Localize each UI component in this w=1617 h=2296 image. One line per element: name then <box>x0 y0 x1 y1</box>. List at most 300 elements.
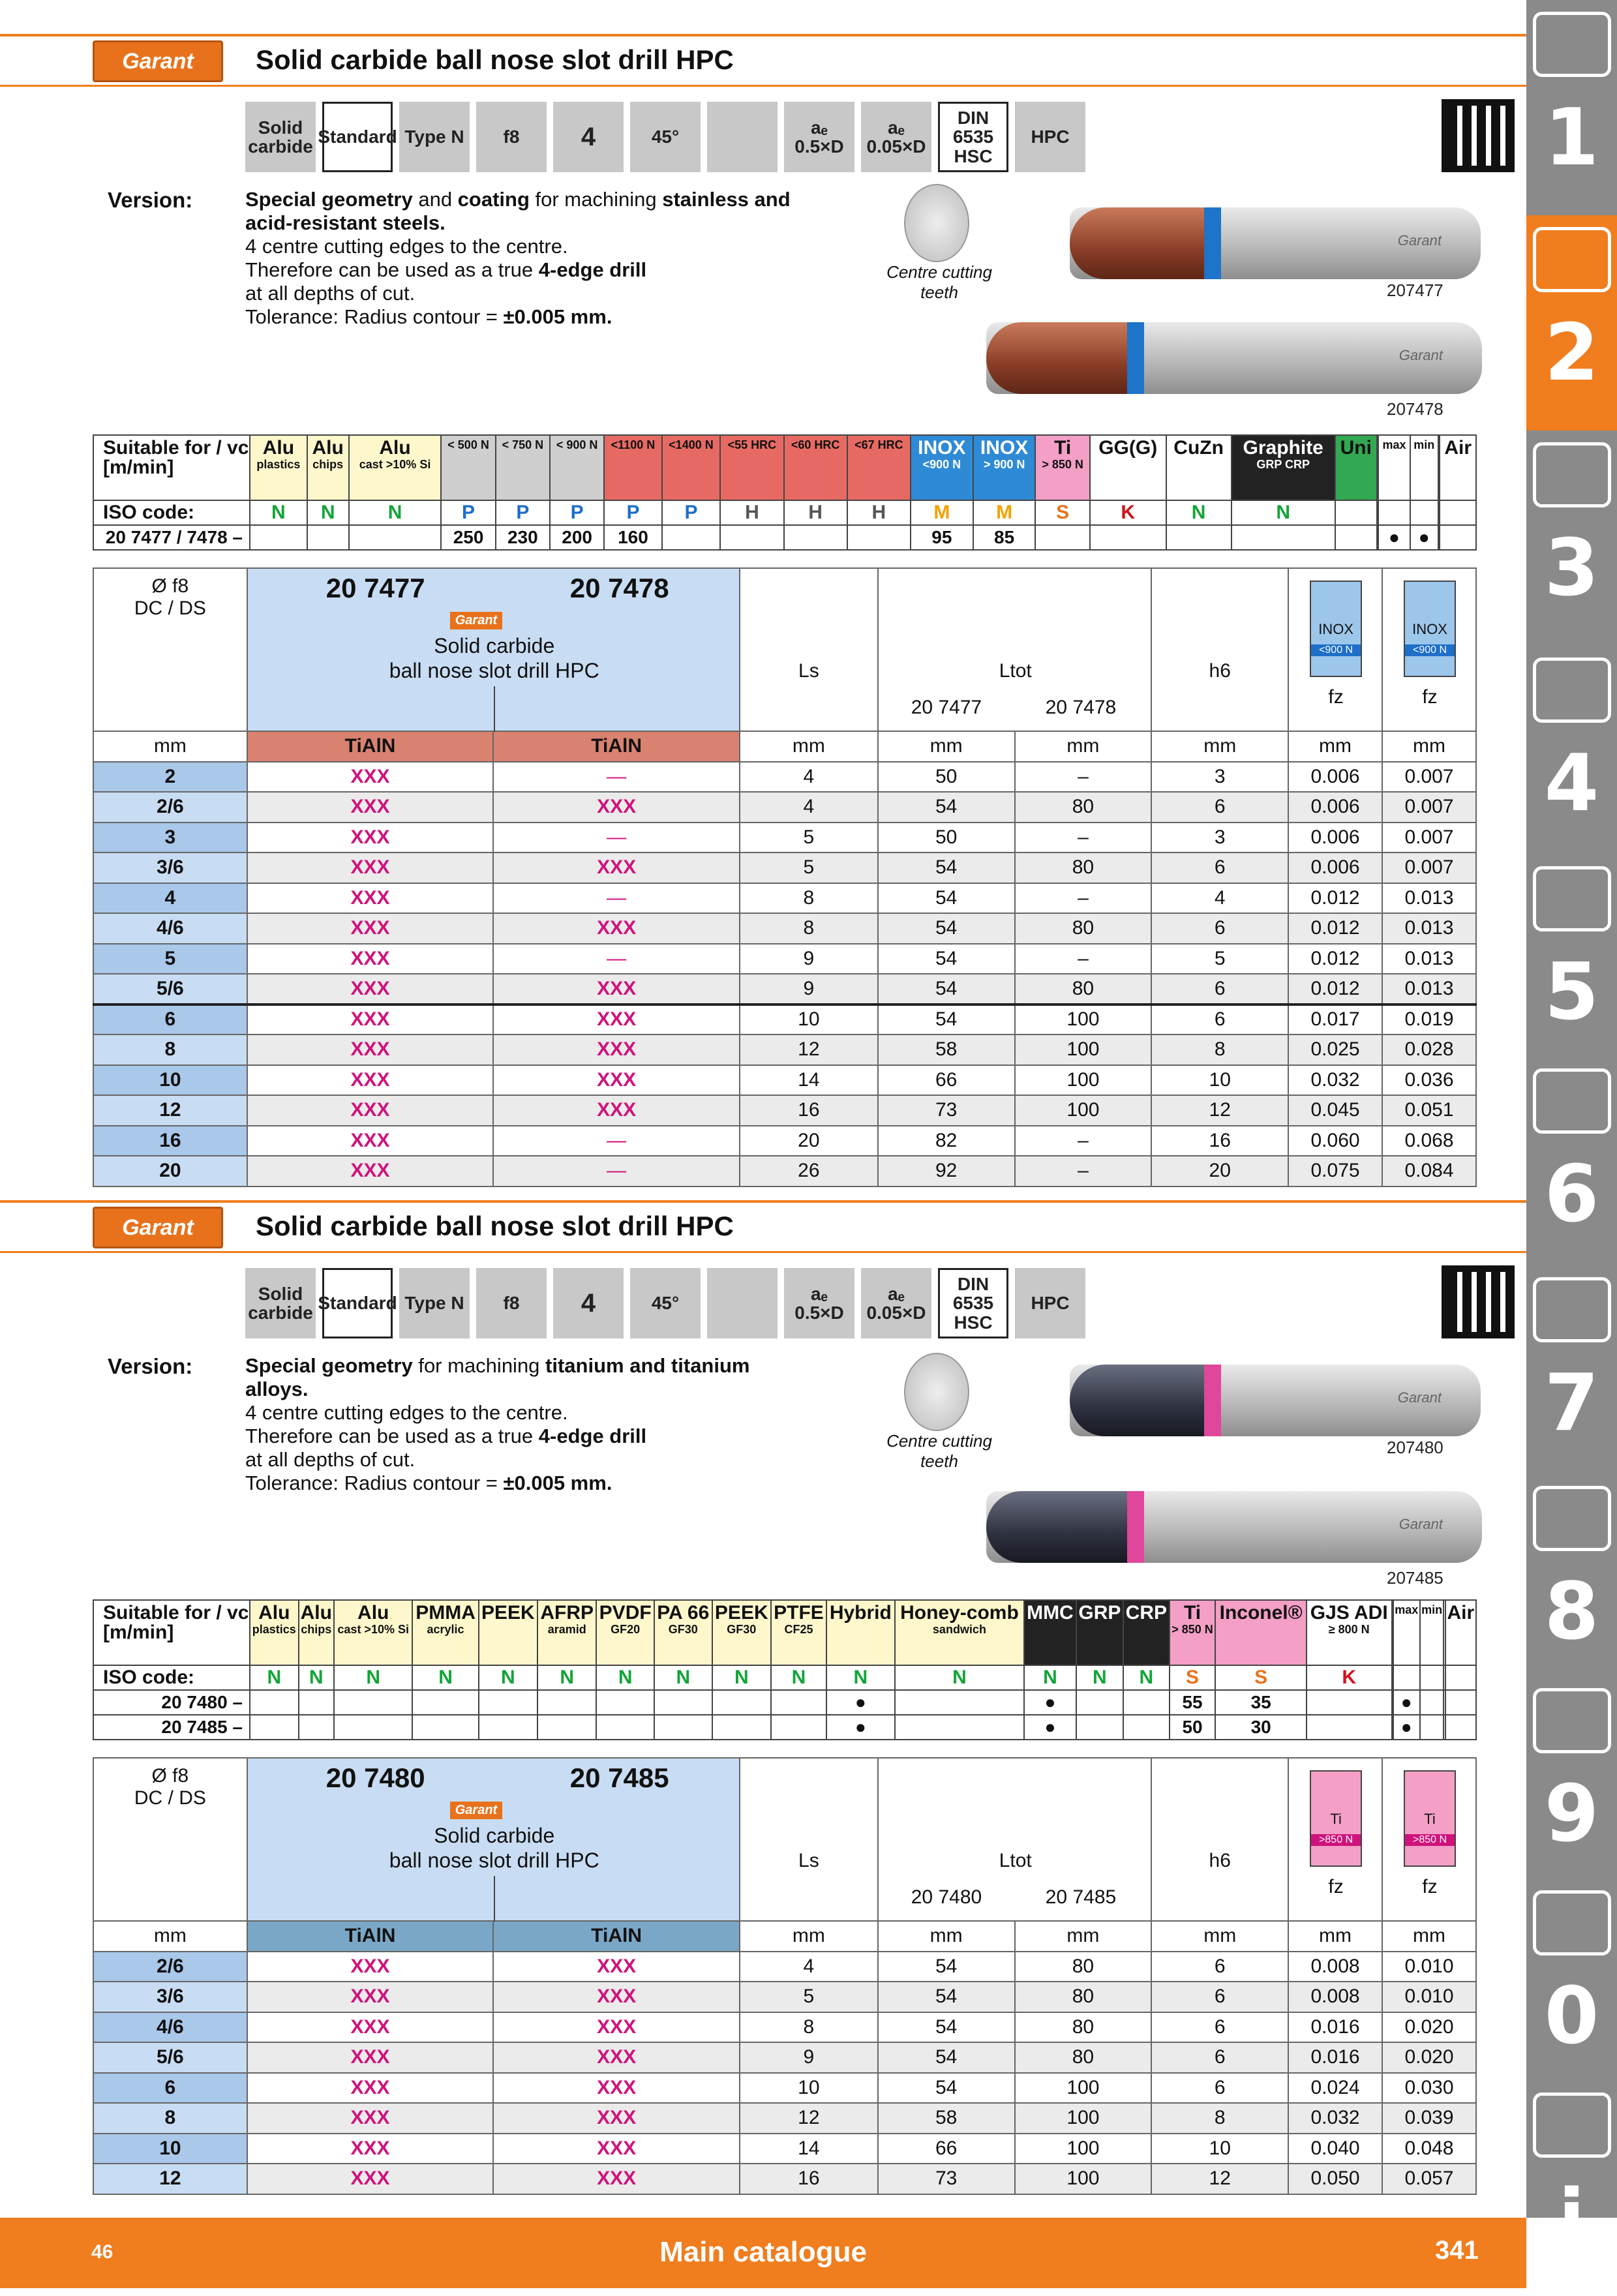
chapter-tab-7[interactable] <box>1526 1265 1617 1481</box>
material-spec: < 750 N <box>502 438 544 451</box>
value-cell: 4 <box>740 762 878 793</box>
material-column-header <box>307 435 349 500</box>
diameter-cell: 12 <box>93 2164 247 2194</box>
value-cell: 6 <box>1151 974 1288 1004</box>
availability-cell: — <box>493 762 740 793</box>
material-name: Alu <box>357 1602 389 1624</box>
material-name: CuZn <box>1173 437 1224 459</box>
ltot-sub-1: 20 7480 <box>911 1886 982 1908</box>
chuck-icon <box>1533 442 1611 507</box>
material-column-header <box>1024 1600 1076 1665</box>
ls-header: Ls <box>740 568 878 731</box>
badge-spec: <900 N <box>1311 644 1361 656</box>
info-icon <box>1533 2092 1611 2158</box>
cutting-speed: 160 <box>604 525 661 550</box>
article-number-2: 20 7478 <box>569 573 669 603</box>
availability-cell: XXX <box>493 1004 740 1035</box>
material-column-header <box>1440 435 1476 500</box>
diameter-cell: 16 <box>93 1126 247 1156</box>
value-cell: 100 <box>1015 2164 1152 2194</box>
iso-code: N <box>654 1665 712 1690</box>
version-label: Version: <box>108 1354 193 1378</box>
iso-code-row <box>93 500 1476 525</box>
diameter-header <box>93 1758 247 1921</box>
iso-code: N <box>349 500 442 525</box>
material-column-header <box>596 1600 654 1665</box>
value-cell: 16 <box>1151 1126 1288 1156</box>
version-line: 4 centre cutting edges to the centre. <box>245 1401 568 1424</box>
chapter-tab-i[interactable] <box>1526 2081 1617 2296</box>
value-cell: 0.007 <box>1382 762 1476 793</box>
iso-code: N <box>307 500 349 525</box>
diameter-label: Ø f8 <box>151 575 189 597</box>
value-cell: 0.013 <box>1382 974 1476 1004</box>
material-column-header <box>550 435 604 500</box>
availability-cell: XXX <box>493 2012 740 2043</box>
cutting-speed: 250 <box>441 525 495 550</box>
material-column-header <box>720 435 783 500</box>
centre-cutting-label: Centre cutting teeth <box>886 262 992 302</box>
unit-label: mm <box>878 1921 1015 1952</box>
fz-label: fz <box>1328 686 1344 708</box>
material-name: Hybrid <box>829 1602 892 1624</box>
value-cell: 73 <box>878 1095 1015 1126</box>
value-cell: 20 <box>1151 1156 1288 1186</box>
value-cell: 0.016 <box>1288 2042 1382 2073</box>
tool-brand-mark: Garant <box>1398 347 1443 363</box>
material-column-header <box>895 1600 1024 1665</box>
iso-code: N <box>712 1665 771 1690</box>
diameter-cell: 5/6 <box>93 974 247 1004</box>
value-cell: 10 <box>1151 1065 1288 1096</box>
value-cell: 12 <box>740 1035 878 1065</box>
availability-cell: XXX <box>247 883 494 914</box>
iso-code: N <box>826 1665 895 1690</box>
dimension-table <box>93 567 1477 1187</box>
unit-label: mm <box>740 731 878 762</box>
cutting-speed: ● <box>1024 1690 1076 1715</box>
badge-spec: <900 N <box>1405 644 1455 656</box>
drill-icon <box>1533 12 1611 77</box>
cutting-speed <box>299 1690 334 1715</box>
availability-cell: XXX <box>493 2073 740 2104</box>
cutting-speed: 30 <box>1215 1715 1306 1740</box>
cutting-speed <box>771 1690 826 1715</box>
garant-logo-small: Garant <box>450 1802 502 1819</box>
version-text <box>245 188 806 329</box>
material-column-header <box>712 1600 771 1665</box>
diameter-cell: 6 <box>93 1004 247 1035</box>
property-icon: Standard <box>322 1268 393 1338</box>
version-line: at all depths of cut. <box>245 1448 416 1471</box>
feed-header <box>1382 1758 1476 1921</box>
table-row <box>93 1126 1476 1156</box>
material-column-header <box>1215 1600 1306 1665</box>
material-name: INOX <box>980 437 1029 459</box>
value-cell: 3 <box>1151 823 1288 853</box>
cutting-speed <box>1445 1715 1476 1740</box>
value-cell: 0.012 <box>1288 883 1382 914</box>
value-cell: 0.036 <box>1382 1065 1476 1096</box>
value-cell: 0.007 <box>1382 853 1476 883</box>
availability-cell: XXX <box>247 2073 494 2104</box>
value-cell: 0.032 <box>1288 2103 1382 2134</box>
chapter-tab-1[interactable] <box>1526 0 1617 215</box>
availability-cell: XXX <box>493 2042 740 2073</box>
availability-cell: XXX <box>493 1952 740 1982</box>
cutting-speed <box>596 1690 654 1715</box>
suitability-table <box>93 1599 1477 1740</box>
version-line: Tolerance: Radius contour = ±0.005 mm. <box>245 1472 612 1494</box>
cutting-speed <box>299 1715 334 1740</box>
diameter-cell: 5/6 <box>93 2042 247 2073</box>
table-row <box>93 1156 1476 1186</box>
chapter-tab-0[interactable] <box>1526 1879 1617 2094</box>
cutting-speed: 55 <box>1170 1690 1216 1715</box>
value-cell: 5 <box>740 823 878 853</box>
material-name: Honey-comb <box>900 1602 1019 1624</box>
material-spec: ≥ 800 N <box>1328 1623 1370 1636</box>
property-icon: Type N <box>399 102 470 172</box>
value-cell: 8 <box>740 2012 878 2043</box>
value-cell: 4 <box>740 792 878 823</box>
iso-code: N <box>596 1665 654 1690</box>
article-code: 207485 <box>1387 1568 1443 1588</box>
material-spec: max <box>1382 438 1406 451</box>
value-cell: 0.020 <box>1382 2042 1476 2073</box>
unit-label: mm <box>1382 1921 1476 1952</box>
value-cell: 80 <box>1015 974 1152 1004</box>
cutting-speed <box>250 1690 299 1715</box>
version-line: Therefore can be used as a true 4-edge drill <box>245 1425 647 1447</box>
value-cell: 100 <box>1015 2073 1152 2104</box>
property-icon: aₑ 0.5×D <box>784 1268 854 1338</box>
material-spec: < 500 N <box>447 438 489 451</box>
value-cell: 54 <box>878 1004 1015 1035</box>
centre-cutting-teeth-icon <box>904 184 969 262</box>
unit-label: mm <box>1382 731 1476 762</box>
material-name: CRP <box>1125 1602 1168 1624</box>
availability-cell: XXX <box>493 1095 740 1126</box>
cutting-speed <box>479 1715 537 1740</box>
coating-label: TiAlN <box>493 731 740 762</box>
cutting-speed <box>1232 525 1335 550</box>
property-icon: HPC <box>1015 102 1085 172</box>
value-cell: 0.016 <box>1288 2012 1382 2043</box>
chapter-number: 5 <box>1544 947 1599 1038</box>
material-column-header <box>1090 435 1166 500</box>
iso-code: N <box>334 1665 413 1690</box>
garant-logo: Garant <box>93 1207 223 1248</box>
diameter-cell: 8 <box>93 1035 247 1065</box>
material-name: Uni <box>1340 437 1372 459</box>
fz-label: fz <box>1422 1876 1438 1897</box>
garant-logo-small: Garant <box>450 612 502 629</box>
value-cell: 3 <box>1151 762 1288 793</box>
speed-row <box>93 1690 1476 1715</box>
value-cell: 80 <box>1015 792 1152 823</box>
article-number-1: 20 7477 <box>325 573 425 603</box>
material-column-header <box>1170 1600 1216 1665</box>
table-row <box>93 913 1476 944</box>
material-name: PTFE <box>774 1602 824 1624</box>
iso-code: S <box>1215 1665 1306 1690</box>
property-icon: Solid carbide <box>245 1268 316 1338</box>
value-cell: 100 <box>1015 1065 1152 1096</box>
availability-cell: XXX <box>247 2012 494 2043</box>
article-number-1: 20 7480 <box>325 1762 425 1793</box>
suitability-table <box>93 434 1477 551</box>
iso-code: N <box>250 1665 299 1690</box>
article-code: 207480 <box>1387 1438 1443 1457</box>
material-name: Alu <box>258 1602 290 1624</box>
article-header <box>247 1758 740 1921</box>
material-column-header <box>826 1600 895 1665</box>
cutting-speed <box>720 525 783 550</box>
value-cell: 6 <box>1151 853 1288 883</box>
value-cell: 80 <box>1015 2012 1152 2043</box>
table-row <box>93 2042 1476 2073</box>
iso-code <box>1378 500 1410 525</box>
wrench-icon <box>1533 1068 1611 1134</box>
cutting-speed <box>1076 1690 1123 1715</box>
material-column-header <box>1035 435 1089 500</box>
table-row <box>93 2073 1476 2104</box>
property-icon-row <box>245 102 1085 172</box>
value-cell: 80 <box>1015 913 1152 944</box>
cutting-speed <box>654 1690 712 1715</box>
insert-icon <box>1533 227 1611 292</box>
cutting-speed <box>596 1715 654 1740</box>
value-cell: 9 <box>740 944 878 974</box>
property-icon: 4 <box>553 1268 624 1338</box>
column-divider <box>494 1876 495 1922</box>
version-line: 4 centre cutting edges to the centre. <box>245 235 568 258</box>
material-column-header <box>1410 435 1438 500</box>
availability-cell: XXX <box>247 2134 494 2164</box>
cutting-speed: 85 <box>973 525 1036 550</box>
material-badge <box>1310 581 1362 677</box>
unit-label: mm <box>1288 731 1382 762</box>
material-spec: <1400 N <box>669 438 714 451</box>
value-cell: 54 <box>878 883 1015 914</box>
value-cell: 82 <box>878 1126 1015 1156</box>
iso-code: P <box>662 500 721 525</box>
value-cell: 0.084 <box>1382 1156 1476 1186</box>
feed-header <box>1382 568 1476 731</box>
table-row <box>93 1004 1476 1035</box>
material-column-header <box>1166 435 1232 500</box>
coating-label: TiAlN <box>247 1921 494 1952</box>
material-name: Graphite <box>1243 437 1323 459</box>
property-icon: f8 <box>476 102 547 172</box>
material-spec: <900 N <box>922 458 961 471</box>
material-spec: GF30 <box>727 1623 757 1636</box>
value-cell: 80 <box>1015 1952 1152 1982</box>
chapter-number: i <box>1558 2173 1586 2264</box>
availability-cell: XXX <box>247 2164 494 2194</box>
material-name: Air <box>1444 437 1472 459</box>
material-spec: <60 HRC <box>791 438 840 451</box>
diameter-cell: 2 <box>93 762 247 793</box>
diameter-cell: 10 <box>93 1065 247 1096</box>
material-name: Alu <box>312 437 344 459</box>
chapter-tab-4[interactable] <box>1526 646 1617 861</box>
table-row <box>93 2134 1476 2164</box>
value-cell: 0.030 <box>1382 2073 1476 2104</box>
material-spec: max <box>1395 1603 1419 1616</box>
value-cell: 92 <box>878 1156 1015 1186</box>
material-name: GRP <box>1078 1602 1121 1624</box>
dimension-table <box>93 1757 1477 2195</box>
cutting-speed <box>537 1690 596 1715</box>
chapter-tab-2[interactable] <box>1526 215 1617 430</box>
material-column-header <box>1445 1600 1476 1665</box>
value-cell: 0.010 <box>1382 1982 1476 2012</box>
chapter-tab-9[interactable] <box>1526 1676 1617 1892</box>
material-column-header <box>1123 1600 1170 1665</box>
fz-label: fz <box>1328 1876 1344 1897</box>
diameter-cell: 4 <box>93 883 247 914</box>
diameter-cell: 6 <box>93 2073 247 2104</box>
chapter-tab-3[interactable] <box>1526 430 1617 646</box>
availability-cell: XXX <box>247 823 494 853</box>
section-title: Solid carbide ball nose slot drill HPC <box>256 1211 734 1241</box>
value-cell: 8 <box>740 913 878 944</box>
material-column-header <box>496 435 550 500</box>
diameter-cell: 8 <box>93 2103 247 2134</box>
qr-code <box>1442 99 1515 172</box>
material-spec: GF30 <box>668 1623 698 1636</box>
product-description-2: ball nose slot drill HPC <box>389 1849 599 1872</box>
cutting-speed: ● <box>1393 1690 1420 1715</box>
saw-icon <box>1533 866 1611 931</box>
material-column-header <box>654 1600 712 1665</box>
value-cell: 0.006 <box>1288 762 1382 793</box>
property-icon: aₑ 0.5×D <box>784 102 854 172</box>
version-text <box>245 1354 806 1495</box>
value-cell: 54 <box>878 974 1015 1004</box>
ls-header: Ls <box>740 1758 878 1921</box>
value-cell: 0.019 <box>1382 1004 1476 1035</box>
cutting-speed <box>1445 1690 1476 1715</box>
badge-spec: >850 N <box>1405 1834 1455 1846</box>
value-cell: 0.008 <box>1288 1952 1382 1982</box>
unit-label: mm <box>1151 731 1288 762</box>
iso-code: N <box>1076 1665 1123 1690</box>
speed-row-label: 20 7480 – <box>93 1690 250 1715</box>
material-spec: <67 HRC <box>854 438 903 451</box>
value-cell: 100 <box>1015 2134 1152 2164</box>
unit-label: mm <box>1015 731 1152 762</box>
chapter-tab-8[interactable] <box>1526 1474 1617 1689</box>
coating-label: TiAlN <box>493 1921 740 1952</box>
dimension-header-row <box>93 1758 1476 1921</box>
availability-cell: XXX <box>493 1065 740 1096</box>
section-title-rule <box>0 1251 1526 1253</box>
chapter-tab-6[interactable] <box>1526 1057 1617 1272</box>
material-name: Ti <box>1054 437 1072 459</box>
value-cell: 4 <box>740 1952 878 1982</box>
product-description-1: Solid carbide <box>434 1824 555 1847</box>
material-spec: plastics <box>252 1623 296 1636</box>
value-cell: 80 <box>1015 853 1152 883</box>
cutting-speed: ● <box>1024 1715 1076 1740</box>
chapter-number: 7 <box>1544 1358 1599 1449</box>
value-cell: 58 <box>878 1035 1015 1065</box>
material-column-header <box>1393 1600 1420 1665</box>
material-name: Air <box>1447 1602 1475 1624</box>
property-icon: DIN 6535 HSC <box>938 1268 1008 1338</box>
availability-cell: XXX <box>493 853 740 883</box>
badge-spec: >850 N <box>1311 1834 1361 1846</box>
diameter-cell: 12 <box>93 1095 247 1126</box>
chapter-tab-5[interactable] <box>1526 854 1617 1070</box>
cutting-speed <box>349 525 442 550</box>
tool-brand-mark: Garant <box>1398 1516 1443 1532</box>
diameter-cell: 5 <box>93 944 247 974</box>
value-cell: 54 <box>878 944 1015 974</box>
value-cell: 6 <box>1151 792 1288 823</box>
ltot-label: Ltot <box>999 1850 1032 1871</box>
availability-cell: XXX <box>247 1982 494 2012</box>
value-cell: 0.075 <box>1288 1156 1382 1186</box>
property-icon: HPC <box>1015 1268 1085 1338</box>
unit-label: mm <box>1015 1921 1152 1952</box>
chapter-number: 9 <box>1544 1769 1599 1860</box>
iso-code <box>1440 500 1476 525</box>
workbench-icon <box>1533 1486 1611 1551</box>
value-cell: 6 <box>1151 1952 1288 1982</box>
availability-cell: XXX <box>493 913 740 944</box>
suitability-header-row <box>93 1600 1476 1665</box>
diameter-cell: 3/6 <box>93 1982 247 2012</box>
unit-row <box>93 731 1476 762</box>
value-cell: 8 <box>740 883 878 914</box>
cutting-speed <box>537 1715 596 1740</box>
cutting-speed <box>662 525 721 550</box>
speed-row <box>93 525 1476 550</box>
value-cell: 66 <box>878 2134 1015 2164</box>
cutting-speed <box>1035 525 1089 550</box>
value-cell: 100 <box>1015 2103 1152 2134</box>
iso-code: N <box>479 1665 537 1690</box>
material-column-header <box>973 435 1036 500</box>
unit-label: mm <box>740 1921 878 1952</box>
section-title-rule <box>0 85 1526 87</box>
value-cell: 5 <box>1151 944 1288 974</box>
unit-label: mm <box>93 1921 247 1952</box>
table-row <box>93 2012 1476 2043</box>
iso-code: N <box>771 1665 826 1690</box>
value-cell: 0.008 <box>1288 1982 1382 2012</box>
iso-code: S <box>1170 1665 1216 1690</box>
cutting-speed <box>895 1715 1024 1740</box>
value-cell: 12 <box>1151 1095 1288 1126</box>
availability-cell: XXX <box>493 974 740 1004</box>
value-cell: – <box>1015 762 1152 793</box>
iso-code: H <box>784 500 847 525</box>
value-cell: 16 <box>740 1095 878 1126</box>
coating-label: TiAlN <box>247 731 494 762</box>
cutting-speed <box>895 1690 1024 1715</box>
table-row <box>93 1065 1476 1096</box>
version-line: alloys. <box>245 1378 309 1400</box>
value-cell: 0.013 <box>1382 944 1476 974</box>
value-cell: 6 <box>1151 2012 1288 2043</box>
iso-code: N <box>537 1665 596 1690</box>
diameter-cell: 2/6 <box>93 792 247 823</box>
